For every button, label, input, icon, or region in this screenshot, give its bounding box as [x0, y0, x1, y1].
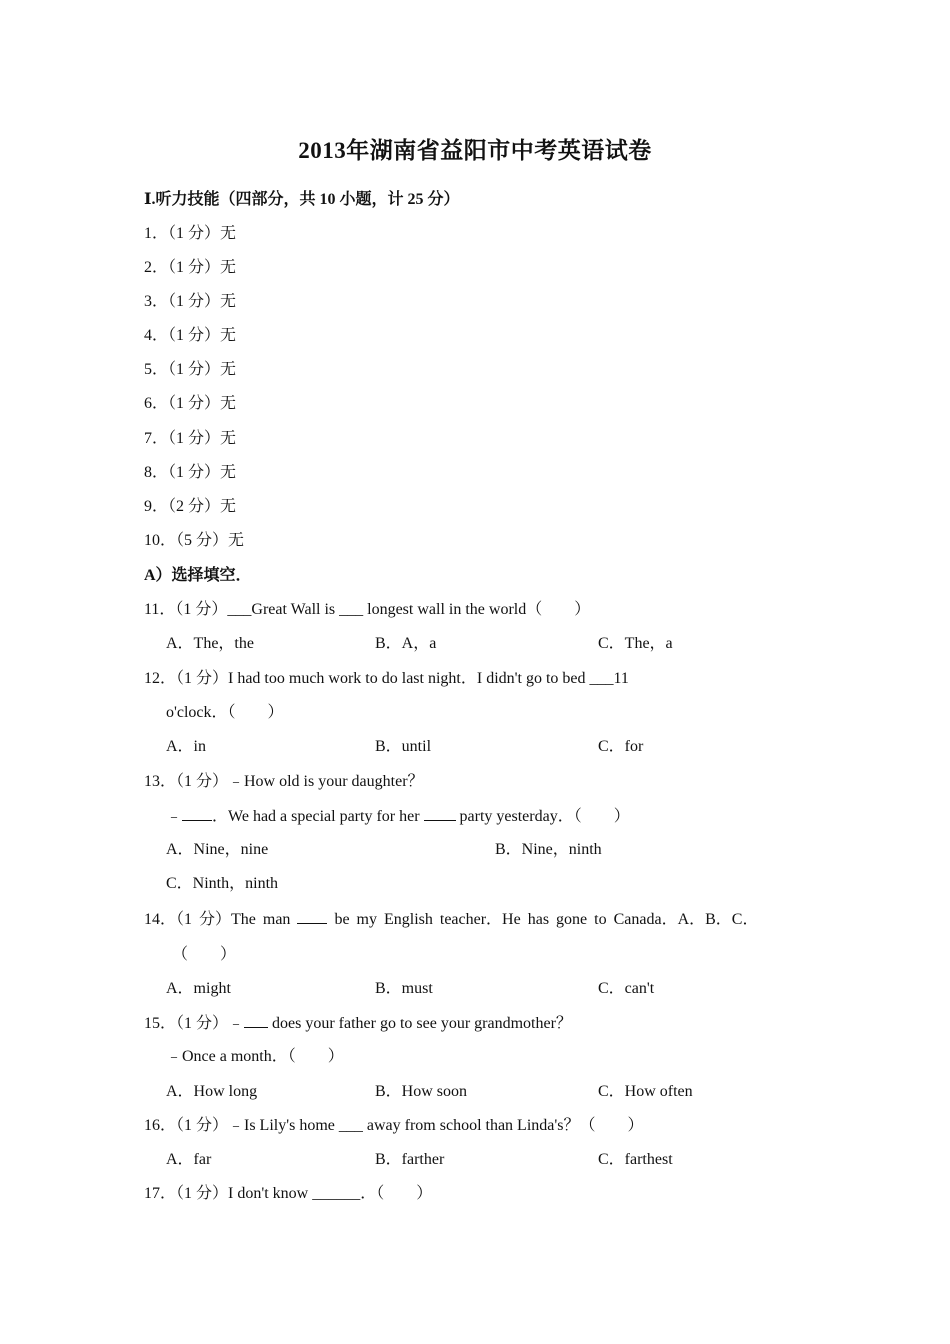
- answer-blank: [244, 1013, 268, 1028]
- item-number: 1．: [144, 225, 169, 242]
- list-item: [144, 224, 236, 244]
- question-16-stem: 16．（1 分）﹣Is Lily's home ___ away from school than Linda's？（ ）: [144, 1117, 644, 1134]
- item-score: （1 分）: [168, 293, 221, 310]
- q12-option-c[interactable]: C．for: [598, 738, 644, 755]
- question-12-stem: 12．（1 分）I had too much work to do last night．I didn't go to bed ___11: [144, 670, 629, 687]
- question-11-stem: 11．（1 分）___Great Wall is ___ longest wall in the world（ ）: [144, 601, 591, 618]
- question-13-stem: 13．（1 分）﹣How old is your daughter？: [144, 773, 424, 790]
- q15-option-c[interactable]: C．How often: [598, 1083, 693, 1100]
- item-text: 无: [220, 293, 237, 310]
- list-item: [144, 531, 244, 551]
- q11-option-b[interactable]: B．A，a: [375, 635, 437, 652]
- item-number: 3．: [144, 293, 169, 310]
- q12-option-a[interactable]: A．in: [166, 738, 207, 755]
- item-score: （1 分）: [168, 225, 221, 242]
- item-text: 无: [220, 430, 237, 447]
- question-14-stem: [144, 909, 758, 930]
- question-12-stem-cont: o'clock．（ ）: [166, 704, 284, 721]
- stem-text: party yesterday．（ ）: [459, 808, 630, 825]
- item-number: 2．: [144, 259, 169, 276]
- page-title: 2013年湖南省益阳市中考英语试卷: [298, 138, 652, 163]
- list-item: [144, 497, 236, 517]
- q16-option-c[interactable]: C．farthest: [598, 1151, 673, 1168]
- question-17-stem: 17．（1 分）I don't know ______．（ ）: [144, 1185, 433, 1202]
- item-score: （1 分）: [168, 430, 221, 447]
- list-item: [144, 326, 236, 346]
- stem-text: 14．（1 分）The man: [144, 911, 291, 928]
- item-score: （1 分）: [168, 327, 221, 344]
- item-score: （1 分）: [168, 361, 221, 378]
- list-item: [144, 258, 236, 278]
- item-score: （5 分）: [176, 532, 229, 549]
- item-text: 无: [220, 464, 237, 481]
- question-15-stem: [144, 1013, 572, 1034]
- item-number: 8．: [144, 464, 169, 481]
- q12-option-b[interactable]: B．until: [375, 738, 432, 755]
- item-number: 7．: [144, 430, 169, 447]
- list-item: [144, 360, 236, 380]
- item-score: （1 分）: [168, 395, 221, 412]
- list-item: [144, 429, 236, 449]
- item-score: （1 分）: [168, 259, 221, 276]
- answer-blank: [424, 806, 456, 821]
- section-heading-choice: A）选择填空．: [144, 567, 252, 584]
- dash: ﹣: [166, 808, 183, 825]
- list-item: [144, 292, 236, 312]
- q15-option-a[interactable]: A．How long: [166, 1083, 258, 1100]
- q11-option-a[interactable]: A．The，the: [166, 635, 254, 652]
- item-score: （1 分）: [168, 464, 221, 481]
- q13-option-a[interactable]: A．Nine，nine: [166, 841, 269, 858]
- question-15-stem-cont: ﹣Once a month．（ ）: [166, 1048, 344, 1065]
- stem-text: ．We had a special party for her: [212, 808, 420, 825]
- q16-option-b[interactable]: B．farther: [375, 1151, 445, 1168]
- q14-option-c[interactable]: C．can't: [598, 980, 655, 997]
- list-item: [144, 463, 236, 483]
- question-14-stem-cont: （ ）: [172, 946, 237, 963]
- item-text: 无: [220, 259, 237, 276]
- q13-option-c[interactable]: C．Ninth，ninth: [166, 875, 279, 892]
- stem-text: be my English teacher．He has gone to Canada．A．B．C．: [334, 911, 759, 928]
- item-text: 无: [220, 361, 237, 378]
- item-number: 5．: [144, 361, 169, 378]
- item-number: 6．: [144, 395, 169, 412]
- item-number: 4．: [144, 327, 169, 344]
- item-text: 无: [220, 498, 237, 515]
- q11-option-c[interactable]: C．The，a: [598, 635, 673, 652]
- q14-option-b[interactable]: B．must: [375, 980, 433, 997]
- item-text: 无: [220, 225, 237, 242]
- q16-option-a[interactable]: A．far: [166, 1151, 212, 1168]
- q14-option-a[interactable]: A．might: [166, 980, 231, 997]
- item-text: 无: [228, 532, 245, 549]
- q13-option-b[interactable]: B．Nine，ninth: [495, 841, 602, 858]
- stem-text: does your father go to see your grandmother？: [272, 1015, 572, 1032]
- answer-blank: [297, 909, 327, 924]
- item-number: 10．: [144, 532, 177, 549]
- question-13-stem-cont: [166, 806, 630, 827]
- item-text: 无: [220, 395, 237, 412]
- stem-text: 15．（1 分）﹣: [144, 1015, 245, 1032]
- q15-option-b[interactable]: B．How soon: [375, 1083, 468, 1100]
- item-score: （2 分）: [168, 498, 221, 515]
- item-number: 9．: [144, 498, 169, 515]
- answer-blank: [182, 806, 212, 821]
- item-text: 无: [220, 327, 237, 344]
- section-heading-listening: Ⅰ.听力技能（四部分，共 10 小题，计 25 分）: [144, 191, 460, 208]
- list-item: [144, 394, 236, 414]
